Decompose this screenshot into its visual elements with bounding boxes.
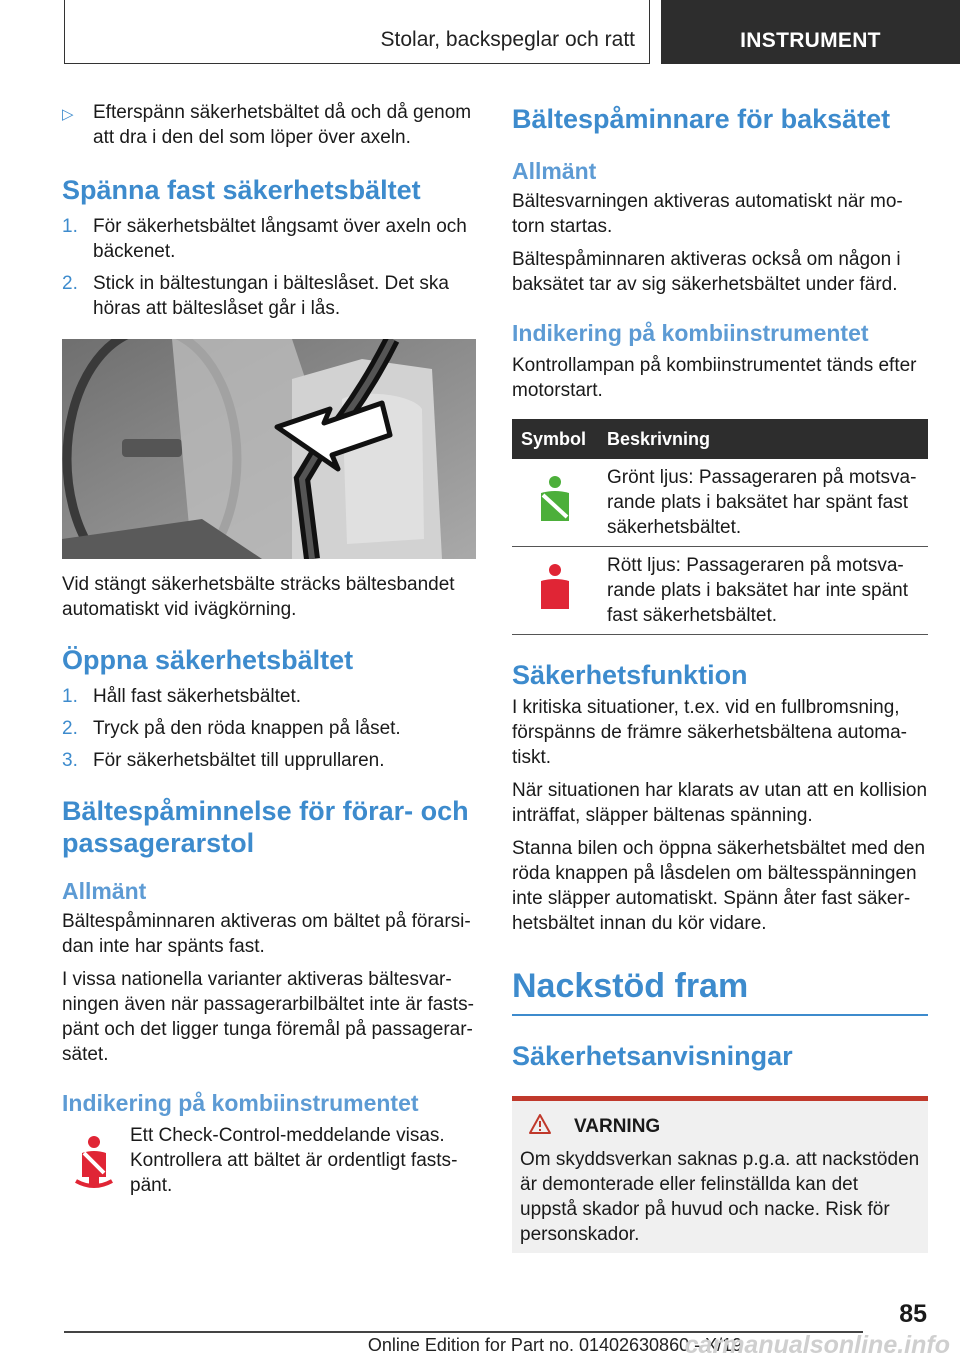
step-number: 2. [62, 273, 78, 294]
step-text: Håll fast säkerhetsbältet. [93, 686, 302, 707]
list-item [62, 716, 476, 741]
list-item [62, 748, 476, 773]
chapter-title: INSTRUMENT [740, 29, 881, 52]
open-title: Öppna säkerhetsbältet [62, 645, 354, 675]
watermark: carmanualsonline.info [684, 1331, 950, 1359]
col-symbol: Symbol [521, 428, 587, 449]
section-title: Stolar, backspeglar och ratt [380, 28, 635, 51]
warning-triangle-icon [528, 1113, 558, 1141]
indication-title: Indikering på kombiinstrumentet [62, 1090, 419, 1116]
intro-step [62, 100, 476, 150]
title-divider [512, 1014, 928, 1016]
fasten-steps [62, 214, 476, 321]
edition-text: Online Edition for Part no. 01402630860 - X/19 [367, 1335, 743, 1355]
right-column [512, 100, 928, 1253]
seatbelt-illustration [62, 339, 476, 559]
list-item [62, 684, 476, 709]
left-column [62, 100, 476, 321]
instructions-title: Säkerhetsanvisningar [512, 1041, 793, 1071]
safety-p1: I kritiska situationer, t.ex. vid en fullbromsning, förspänns de främre säkerhetsbältena automatiskt. [512, 697, 907, 768]
rear-title: Bältespåminnare för baksätet [512, 104, 891, 134]
rear-general-title: Allmänt [512, 158, 597, 184]
safety-title: Säkerhetsfunktion [512, 660, 748, 690]
red-occupant-icon [512, 547, 598, 634]
step-text: För säkerhetsbältet långsamt över axeln och bäckenet. [93, 216, 467, 262]
page-number: 85 [899, 1300, 927, 1328]
general-p2: I vissa nationella varianter aktiveras bältesvarningen även när passagerarbilbältet inte är fastspänt och det ligger tunga föremål på passagerarsätet. [62, 969, 474, 1065]
table-row [512, 547, 928, 635]
warning-text: Om skyddsverkan saknas p.g.a. att nackstöden är demonterade eller felinställda kan det uppstå skador på huvud och nacke. Risk för personskador. [520, 1149, 920, 1245]
warning-box [512, 1096, 928, 1253]
symbol-table [512, 419, 928, 635]
safety-p3: Stanna bilen och öppna säkerhetsbältet med den röda knappen på låsdelen om bältesspänningen inte släpper automatiskt. Spänn åter fast säkerhetsbältet innan du kör vidare. [512, 838, 926, 934]
step-number: 3. [62, 750, 78, 771]
step-text: För säkerhetsbältet till upprullaren. [93, 750, 385, 771]
safety-p2: När situationen har klarats av utan att en kollision inträffat, släpper bältenas spänning. [512, 780, 928, 826]
rear-indication-text: Kontrollampan på kombiinstrumentet tänds efter motorstart. [512, 355, 917, 401]
open-steps [62, 684, 476, 773]
seatbelt-photo [62, 339, 476, 559]
left-column-lower [62, 572, 476, 1198]
table-header [512, 419, 928, 459]
indication-text: Ett Check-Control-meddelande visas. Kontrollera att bältet är ordentligt fastspänt. [130, 1125, 458, 1196]
seatbelt-warning-icon [62, 1123, 130, 1198]
row-description: Rött ljus: Passageraren på motsvarande plats i baksätet har inte spänt fast säkerhetsbältet. [607, 555, 909, 626]
table-row [512, 459, 928, 547]
row-description: Grönt ljus: Passageraren på motsvarande plats i baksätet har spänt fast säkerhetsbältet. [607, 467, 917, 538]
intro-step-text: Efterspänn säkerhetsbältet då och då genom att dra i den del som löper över axeln. [93, 102, 472, 148]
rear-indication-title: Indikering på kombiinstrumentet [512, 320, 869, 346]
step-number: 2. [62, 718, 78, 739]
green-seatbelt-icon [512, 459, 598, 546]
rear-general-p1: Bältesvarningen aktiveras automatiskt när motorn startas. [512, 191, 903, 237]
step-text: Tryck på den röda knappen på låset. [93, 718, 401, 739]
step-number: 1. [62, 216, 78, 237]
list-item [62, 271, 476, 321]
fasten-title: Spänna fast säkerhetsbältet [62, 175, 421, 205]
general-title: Allmänt [62, 878, 147, 904]
indication-row [62, 1123, 476, 1198]
section-tab [64, 0, 650, 64]
reminder-title: Bältespåminnelse för förar- och passagerarstol [62, 796, 469, 858]
warning-header [520, 1113, 920, 1141]
triangle-icon: ▷ [62, 106, 74, 123]
col-description: Beskrivning [607, 428, 711, 449]
step-text: Stick in bältestungan i bälteslåset. Det ska höras att bälteslåset går i lås. [93, 273, 449, 319]
list-item [62, 214, 476, 264]
chapter-tab [661, 0, 960, 64]
headrest-title-wrap [512, 966, 928, 1014]
warning-label: VARNING [574, 1116, 661, 1137]
rear-general-p2: Bältespåminnaren aktiveras också om någon i baksätet tar av sig säkerhetsbältet under färd. [512, 249, 901, 295]
photo-caption: Vid stängt säkerhetsbälte sträcks bältesbandet automatiskt vid ivägkörning. [62, 574, 455, 620]
general-p1: Bältespåminnaren aktiveras om bältet på förarsidan inte har spänts fast. [62, 911, 471, 957]
step-number: 1. [62, 686, 78, 707]
headrest-title: Nackstöd fram [512, 967, 749, 1005]
